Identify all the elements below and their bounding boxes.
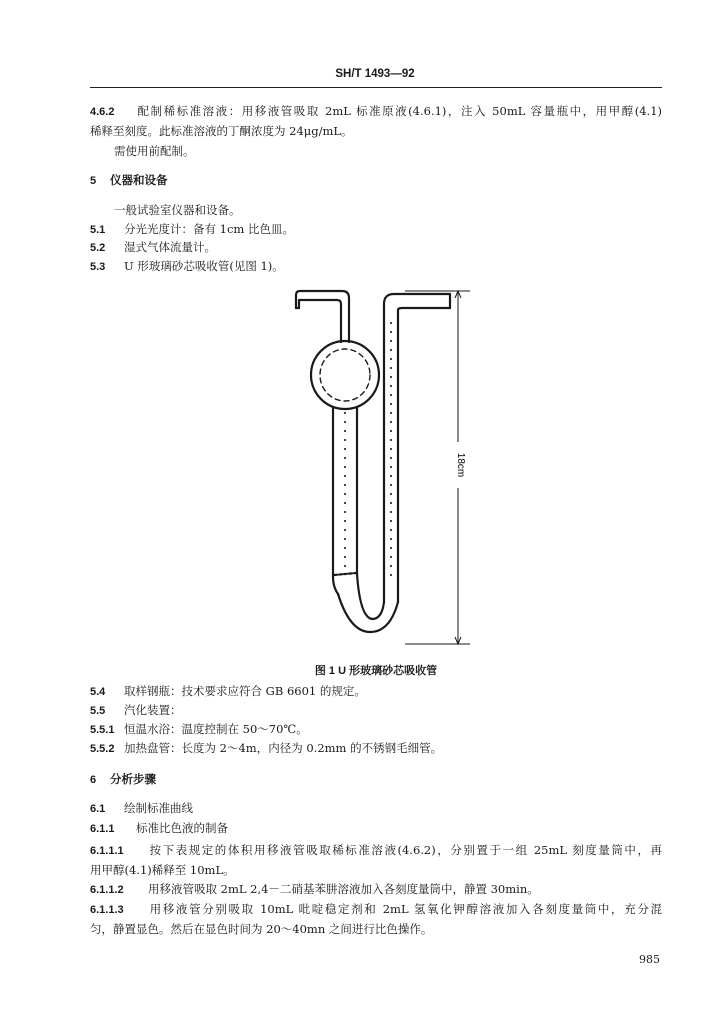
item-text: U 形玻璃砂芯吸收管(见图 1)。 — [124, 259, 284, 273]
item-5-5-1 — [90, 722, 662, 738]
section-title: 分析步骤 — [110, 774, 156, 786]
item-text: 用移液管吸取 2mL 2,4－二硝基苯肼溶液加入各刻度量筒中，静置 30min。 — [148, 882, 539, 896]
item-6-1-1-3-line-2: 匀，静置显色。然后在显色时间为 20～40mn 之间进行比色操作。 — [90, 922, 433, 936]
page-number: 985 — [639, 953, 660, 966]
item-text: 取样钢瓶：技术要求应符合 GB 6601 的规定。 — [124, 684, 366, 698]
paragraph-4-6-2-note: 需使用前配制。 — [114, 144, 195, 158]
item-text: 恒温水浴：温度控制在 50～70℃。 — [124, 722, 308, 736]
item-5-3 — [90, 259, 662, 275]
item-6-1-1-2 — [90, 882, 662, 898]
section-title: 仪器和设备 — [110, 175, 168, 187]
item-6-1 — [90, 801, 662, 817]
item-5-1 — [90, 222, 662, 238]
item-number: 5.5.2 — [90, 743, 115, 755]
item-5-2 — [90, 240, 662, 256]
item-5-4 — [90, 684, 662, 700]
standard-code-header: SH/T 1493—92 — [335, 68, 415, 80]
section-number: 5 — [90, 175, 97, 187]
item-text: 汽化装置： — [124, 703, 182, 717]
item-number: 6.1.1.1 — [90, 845, 124, 857]
section-6-heading — [90, 772, 662, 788]
dimension-label: 18cm — [455, 452, 466, 478]
u-bend — [338, 594, 398, 632]
section-number: 6 — [90, 774, 97, 786]
figure-caption: 图 1 U 形玻璃砂芯吸收管 — [314, 665, 438, 677]
item-5-5 — [90, 703, 662, 719]
section-5-heading — [90, 173, 662, 189]
item-number: 6.1.1.2 — [90, 884, 124, 896]
item-5-5-2 — [90, 741, 662, 757]
item-number: 5.4 — [90, 686, 106, 698]
item-number: 5.5 — [90, 705, 106, 717]
section-5-intro: 一般试验室仪器和设备。 — [114, 203, 241, 217]
item-text: 用移液管分别吸取 10mL 吡啶稳定剂和 2mL 氢氧化钾醇溶液加入各刻度量筒中，充分混 — [148, 902, 662, 916]
paragraph-text: 配制稀标准溶液：用移液管吸取 2mL 标准原液(4.6.1)，注入 50mL 容量瓶中，用甲醇(4.1) — [136, 104, 662, 118]
paragraph-4-6-2-line-1 — [90, 104, 662, 120]
item-number: 5.3 — [90, 261, 106, 273]
section-number: 4.6.2 — [90, 106, 115, 118]
item-number: 6.1.1 — [90, 823, 115, 835]
item-text: 绘制标准曲线 — [124, 801, 193, 815]
item-number: 5.5.1 — [90, 724, 115, 736]
item-text: 按下表规定的体积用移液管吸取稀标准溶液(4.6.2)，分别置于一组 25mL 刻度量筒中，再 — [148, 843, 662, 857]
right-leg — [384, 294, 450, 602]
item-number: 5.1 — [90, 224, 106, 236]
u-tube-figure — [270, 282, 490, 652]
item-6-1-1-1-line-2: 用甲醇(4.1)稀释至 10mL。 — [90, 863, 235, 877]
bulb — [311, 341, 379, 409]
item-number: 5.2 — [90, 242, 106, 254]
item-text: 湿式气体流量计。 — [124, 240, 216, 254]
paragraph-4-6-2-line-2: 稀释至刻度。此标准溶液的丁酮浓度为 24μg/mL。 — [90, 124, 353, 138]
item-text: 加热盘管：长度为 2～4m，内径为 0.2mm 的不锈钢毛细管。 — [124, 741, 443, 755]
item-text: 标准比色液的制备 — [136, 821, 228, 835]
item-6-1-1-1-line-1 — [90, 843, 662, 859]
item-text: 分光光度计：备有 1cm 比色皿。 — [124, 222, 294, 236]
left-leg — [333, 408, 338, 594]
header-rule — [90, 87, 662, 88]
item-6-1-1 — [90, 821, 662, 837]
item-number: 6.1 — [90, 803, 106, 815]
item-number: 6.1.1.3 — [90, 904, 124, 916]
item-6-1-1-3-line-1 — [90, 902, 662, 918]
